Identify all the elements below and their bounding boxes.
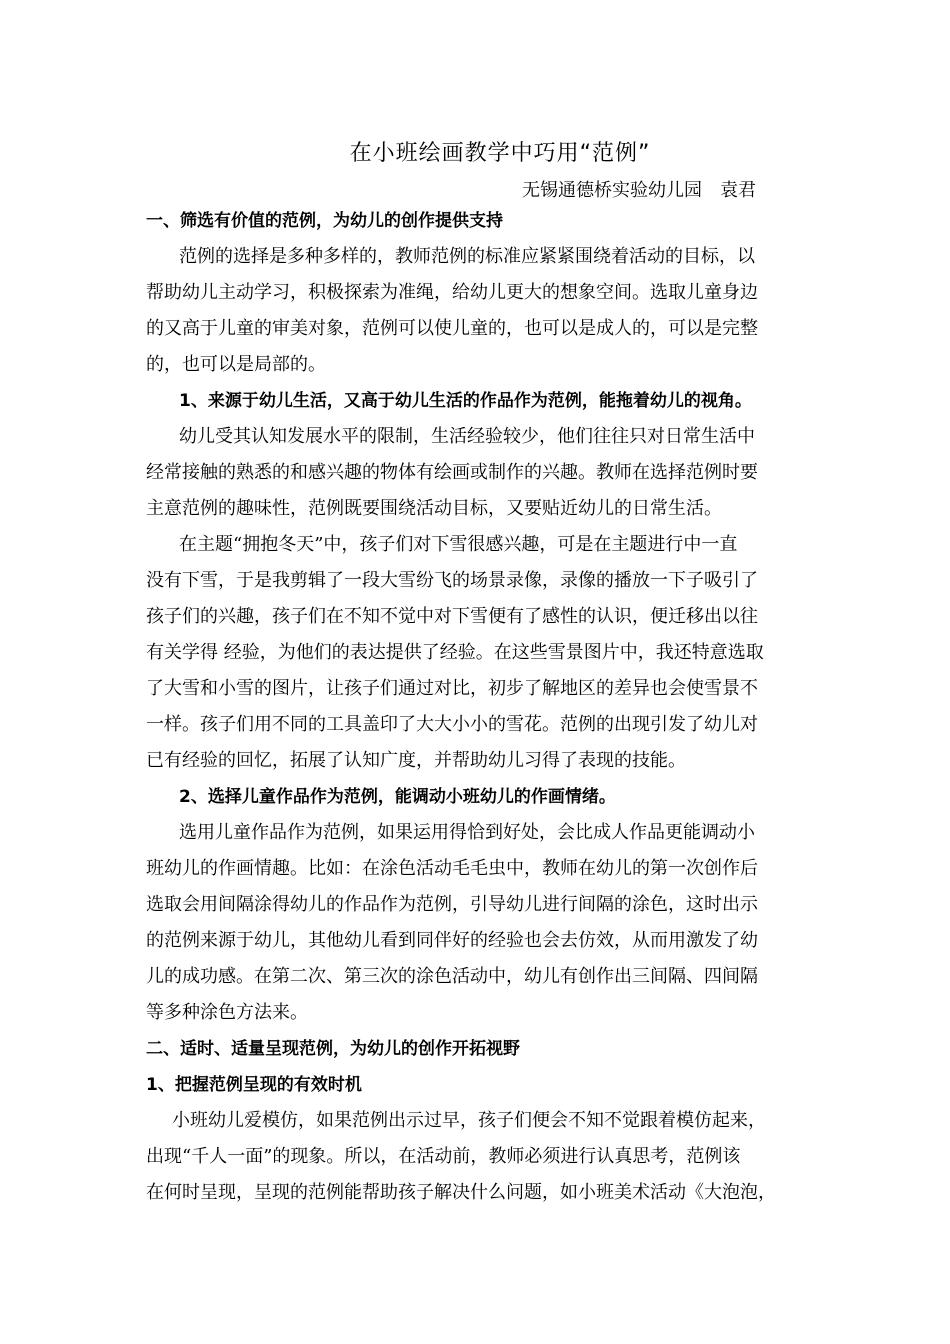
paragraph-line: 没有下雪，于是我剪辑了一段大雪纷飞的场景录像，录像的播放一下子吸引了 — [146, 570, 758, 591]
paragraph-line: 的又高于儿童的审美对象，范例可以使儿童的，也可以是成人的，可以是完整 — [146, 318, 758, 339]
paragraph-line: 的，也可以是局部的。 — [146, 354, 326, 375]
subsection-heading: 1、把握范例呈现的有效时机 — [146, 1075, 362, 1095]
paragraph-line: 主意范例的趣味性，范例既要围绕活动目标，又要贴近幼儿的日常生活。 — [146, 498, 722, 519]
paragraph-line: 小班幼儿爱模仿，如果范例出示过早，孩子们便会不知不觉跟着模仿起来， — [172, 1110, 766, 1131]
subsection-heading: 2、选择儿童作品作为范例，能调动小班幼儿的作画情绪。 — [179, 787, 616, 807]
paragraph-line: 班幼儿的作画情趣。比如：在涂色活动毛毛虫中，教师在幼儿的第一次创作后 — [146, 858, 758, 879]
paragraph-line: 孩子们的兴趣，孩子们在不知不觉中对下雪便有了感性的认识，便迁移出以往 — [146, 606, 758, 627]
paragraph-line: 的范例来源于幼儿，其他幼儿看到同伴好的经验也会去仿效，从而用激发了幼 — [146, 930, 758, 951]
document-body — [146, 203, 810, 1211]
author-name: 袁君 — [720, 180, 756, 201]
paragraph-line: 出现“千人一面”的现象。所以，在活动前，教师必须进行认真思考，范例该 — [146, 1146, 741, 1167]
paragraph-line: 选用儿童作品作为范例，如果运用得恰到好处，会比成人作品更能调动小 — [179, 822, 755, 843]
paragraph-line: 帮助幼儿主动学习，积极探索为准绳，给幼儿更大的想象空间。选取儿童身边 — [146, 282, 758, 303]
paragraph-line: 了大雪和小雪的图片，让孩子们通过对比，初步了解地区的差异也会使雪景不 — [146, 678, 758, 699]
paragraph-line: 选取会用间隔涂得幼儿的作品作为范例，引导幼儿进行间隔的涂色，这时出示 — [146, 894, 758, 915]
document-title: 在小班绘画教学中巧用“范例” — [349, 141, 651, 166]
paragraph-line: 经常接触的熟悉的和感兴趣的物体有绘画或制作的兴趣。教师在选择范例时要 — [146, 462, 758, 483]
subsection-heading: 1、来源于幼儿生活，又高于幼儿生活的作品作为范例，能拖着幼儿的视角。 — [179, 391, 752, 411]
paragraph-line: 有关学得 经验，为他们的表达提供了经验。在这些雪景图片中，我还特意选取 — [146, 642, 764, 663]
paragraph-line: 儿的成功感。在第二次、第三次的涂色活动中，幼儿有创作出三间隔、四间隔 — [146, 966, 758, 987]
paragraph-line: 幼儿受其认知发展水平的限制，生活经验较少，他们往往只对日常生活中 — [179, 426, 755, 447]
paragraph-line: 在主题“拥抱冬天”中，孩子们对下雪很感兴趣，可是在主题进行中一直 — [179, 534, 738, 555]
author-line — [522, 176, 756, 202]
section-heading: 二、适时、适量呈现范例，为幼儿的创作开拓视野 — [146, 1039, 520, 1059]
section-heading: 一、筛选有价值的范例，为幼儿的创作提供支持 — [146, 211, 503, 231]
paragraph-line: 范例的选择是多种多样的，教师范例的标准应紧紧围绕着活动的目标，以 — [179, 246, 755, 267]
paragraph-line: 等多种涂色方法来。 — [146, 1002, 308, 1023]
author-school: 无锡通德桥实验幼儿园 — [522, 180, 702, 201]
paragraph-line: 一样。孩子们用不同的工具盖印了大大小小的雪花。范例的出现引发了幼儿对 — [146, 714, 758, 735]
paragraph-line: 在何时呈现，呈现的范例能帮助孩子解决什么问题，如小班美术活动《大泡泡， — [146, 1182, 776, 1203]
paragraph-line: 已有经验的回忆，拓展了认知广度，并帮助幼儿习得了表现的技能。 — [146, 750, 686, 771]
